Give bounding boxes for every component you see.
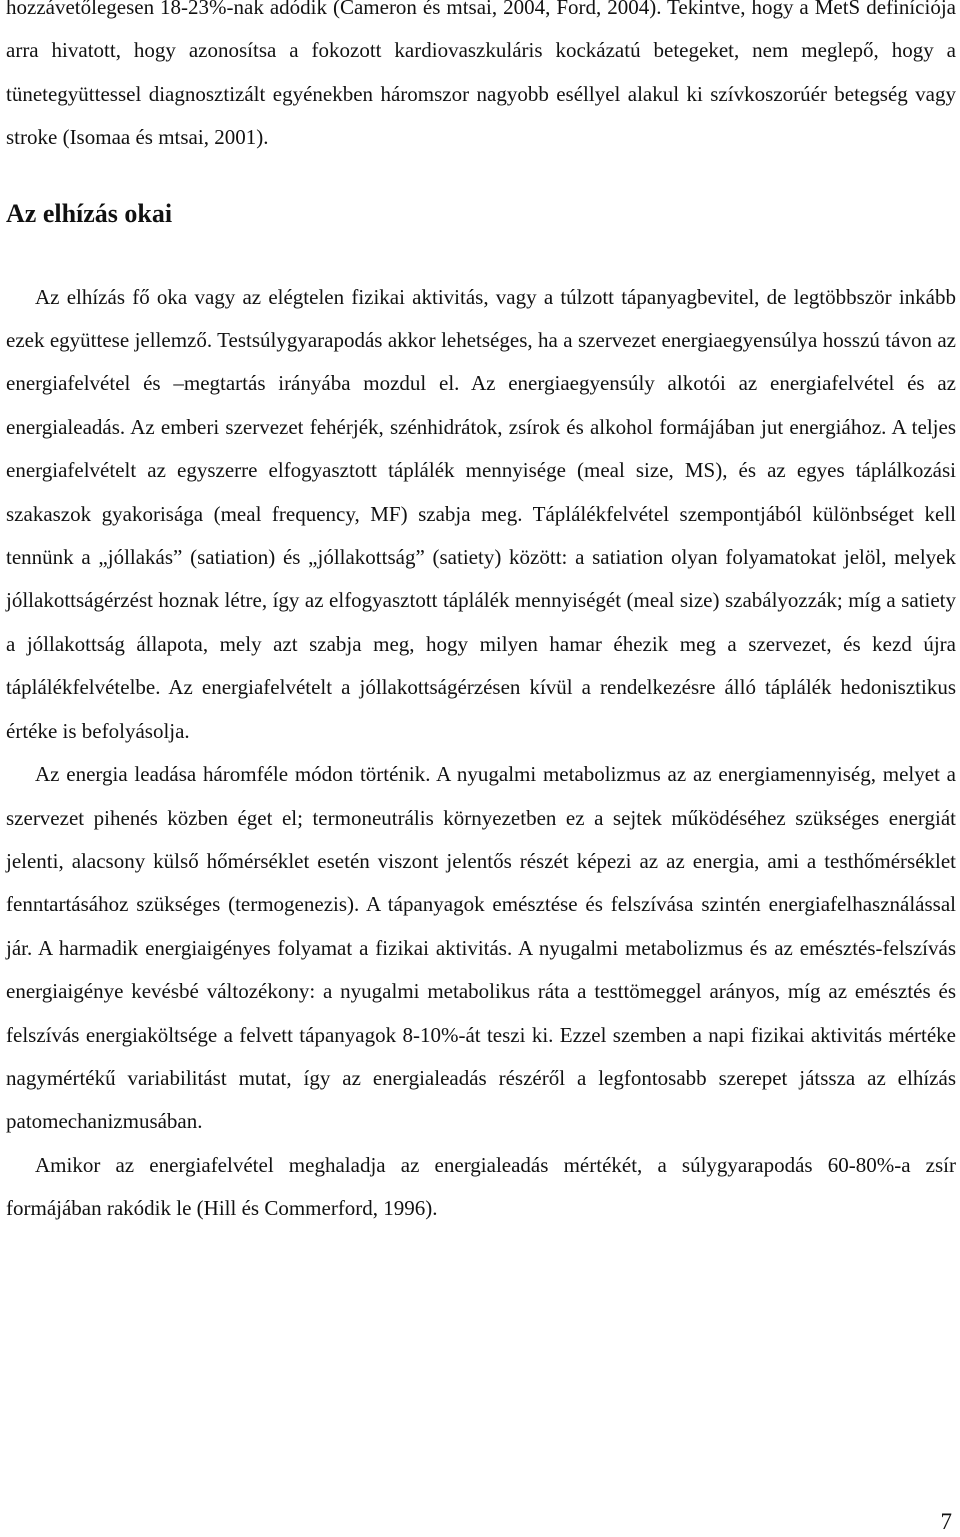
paragraph-weight-gain: Amikor az energiafelvétel meghaladja az energialeadás mértékét, a súlygyarapodás 60-80%-a zsír formájában rakódik le (Hill és Commerford, 1996). (6, 1152, 956, 1221)
page-number: 7 (940, 1509, 952, 1534)
paragraph-metabolic-syndrome: hozzávetőlegesen 18-23%-nak adódik (Cameron és mtsai, 2004, Ford, 2004). Tekintve, hogy a MetS definíciója arra hivatott, hogy azonosítsa a fokozott kardiovaszkuláris kockázatú betegeket, nem meglepő, hogy a tünetegyüttessel diagnosztizált egyénekben háromszor nagyobb eséllyel alakul ki szívkoszorúér betegség vagy stroke (Isomaa és mtsai, 2001). (6, 0, 956, 150)
section-heading: Az elhízás okai (6, 198, 173, 228)
paragraph-energy-expenditure: Az energia leadása háromféle módon történik. A nyugalmi metabolizmus az az energiamennyiség, melyet a szervezet pihenés közben éget el; termoneutrális környezetben ez a sejtek működéséhez szükséges energiát jelenti, alacsony külső hőmérséklet esetén viszont jelentős részét képezi az az energia, ami a testhőmérséklet fenntartásához szükséges (termogenezis). A tápanyagok emésztése és felszívása szintén energiafelhasználással jár. A harmadik energiaigényes folyamat a fizikai aktivitás. A nyugalmi metabolizmus és az emésztés-felszívás energiaigénye kevésbé változékony: a nyugalmi metabolikus ráta a testtömeggel arányos, míg az emésztés és felszívás energiaköltsége a felvett tápanyagok 8-10%-át teszi ki. Ezzel szemben a napi fizikai aktivitás mértéke nagymértékű variabilitást mutat, így az energialeadás részéről a legfontosabb szerepet játssza az elhízás patomechanizmusában. (6, 762, 956, 1134)
paragraph-causes-of-obesity: Az elhízás fő oka vagy az elégtelen fizikai aktivitás, vagy a túlzott tápanyagbevitel, de legtöbbször inkább ezek együttese jellemző. Testsúlygyarapodás akkor lehetséges, ha a szervezet energiaegyensúlya hosszú távon az energiafelvétel és –megtartás irányába mozdul el. Az energiaegyensúly alkotói az energiafelvétel és az energialeadás. Az emberi szervezet fehérjék, szénhidrátok, zsírok és alkohol formájában jut energiához. A teljes energiafelvételt az egyszerre elfogyasztott táplálék mennyisége (meal size, MS), és az egyes táplálkozási szakaszok gyakorisága (meal frequency, MF) szabja meg. Táplálékfelvétel szempontjából különbséget kell tennünk a „jóllakás” (satiation) és „jóllakottság” (satiety) között: a satiation olyan folyamatokat jelöl, melyek jóllakottságérzést hoznak létre, így az elfogyasztott táplálék mennyiségét (meal size) szabályozzák; míg a satiety a jóllakottság állapota, mely azt szabja meg, hogy milyen hamar éhezik meg a szervezet, és kezd újra táplálékfelvételbe. Az energiafelvételt a jóllakottságérzésen kívül a rendelkezésre álló táplálék hedonisztikus értéke is befolyásolja. (6, 284, 956, 743)
document-page (6, 0, 956, 1231)
